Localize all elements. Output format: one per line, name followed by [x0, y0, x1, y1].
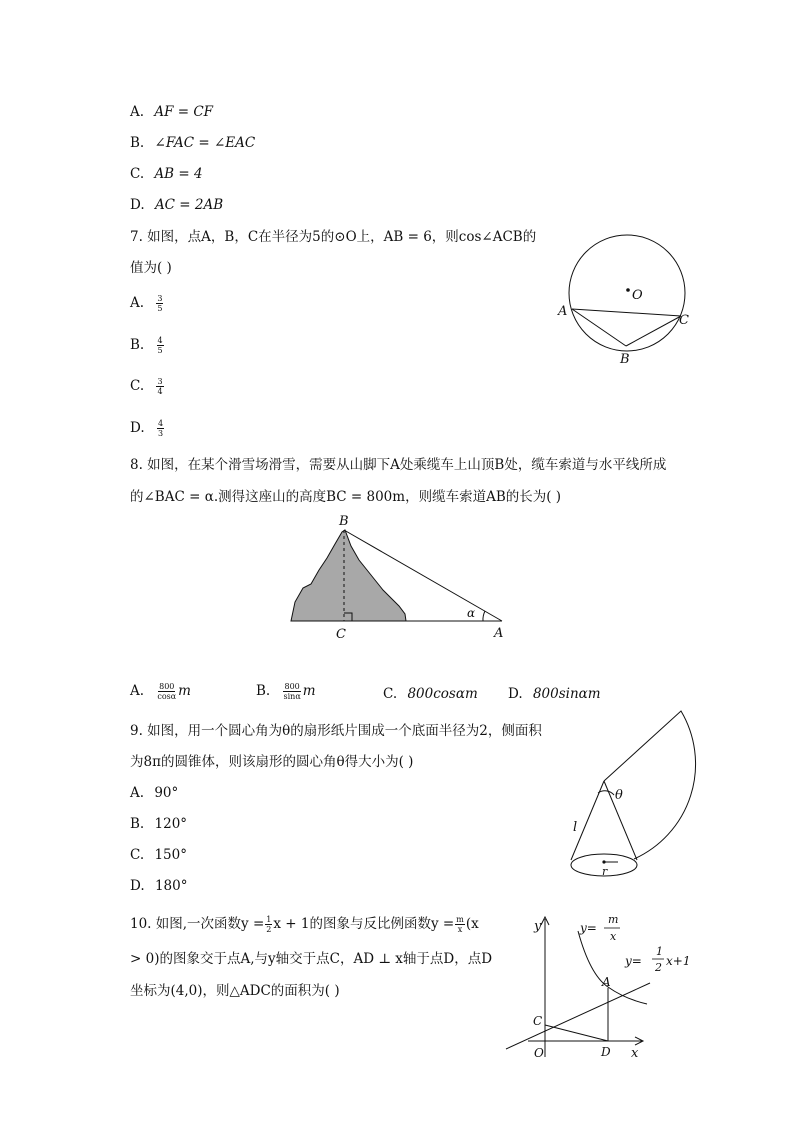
segment-cd — [545, 1025, 608, 1041]
label-r: r — [602, 865, 608, 878]
label-a: A — [558, 304, 568, 319]
curve-label-den: x — [610, 930, 617, 943]
q9-option-b: B. 120° — [130, 816, 188, 832]
label-b: B — [620, 352, 630, 367]
chord-bc — [626, 316, 681, 346]
q7-option-c: C. $\frac{3}{4}$ — [130, 377, 163, 396]
label-c: C — [336, 627, 346, 642]
mountain-shape — [291, 530, 406, 621]
label-c: C — [533, 1014, 543, 1028]
label-y: y — [534, 919, 542, 934]
q10-stem-line3: 坐标为(4,0)，则△ADC的面积为( ) — [130, 983, 340, 999]
label-theta: θ — [615, 788, 623, 803]
q9-stem-line1: 9. 如图，用一个圆心角为θ的扇形纸片围成一个底面半径为2，侧面积 — [130, 723, 542, 739]
chord-ac — [572, 309, 681, 316]
sector-outline — [604, 711, 696, 859]
q10-stem-line2: > 0)的图象交于点A,与y轴交于点C，AD ⊥ x轴于点D，点D — [130, 951, 493, 967]
label-b: B — [339, 514, 349, 529]
q10-stem-line1: 10. 如图,一次函数y = $\frac{1}{2}$ x + 1的图象与反比例函数y = $\frac{m}{x}$ (x — [130, 915, 479, 934]
circle-o — [569, 235, 685, 351]
label-a: A — [602, 975, 611, 989]
q9-option-d: D. 180° — [130, 878, 188, 894]
label-o: O — [534, 1046, 544, 1060]
label-a: A — [494, 626, 504, 641]
q9-stem-line2: 为8π的圆锥体，则该扇形的圆心角θ得大小为( ) — [130, 754, 414, 770]
q8-option-c: C. 800cosαm — [383, 686, 478, 702]
line-label-lhs: y= — [625, 954, 642, 968]
q8-mountain-figure — [285, 510, 515, 645]
q8-option-b: B. $\frac{800}{\sin\alpha}$ m — [256, 682, 316, 701]
q8-option-d: D. 800sinαm — [508, 686, 601, 702]
q7-option-c-fraction: $\frac{3}{4}$ — [157, 377, 163, 396]
q9-sector-cone-figure — [560, 705, 670, 885]
q6-option-c: C. AB = 4 — [130, 166, 203, 182]
curve-label-lhs: y= — [580, 921, 597, 935]
q8-stem-line1: 8. 如图，在某个滑雪场滑雪，需要从山脚下A处乘缆车上山顶B处，缆车索道与水平线所成 — [130, 457, 667, 473]
q7-stem-line2: 值为( ) — [130, 260, 172, 276]
q8-option-a: A. $\frac{800}{\cos\alpha}$ m — [130, 682, 191, 701]
q8-stem-line2: 的∠BAC = α.测得这座山的高度BC = 800m，则缆车索道AB的长为( ) — [130, 489, 562, 505]
q6-option-a: A. AF = CF — [130, 104, 214, 120]
q7-option-d: D. $\frac{4}{3}$ — [130, 419, 164, 438]
line-label-den: 2 — [655, 961, 662, 974]
q10-function-graph-figure — [500, 905, 710, 1065]
curve-label-num: m — [608, 913, 619, 926]
q10-slope-fraction: $\frac{1}{2}$ — [266, 915, 272, 934]
label-c: C — [679, 313, 689, 328]
q7-option-a: A. $\frac{3}{5}$ — [130, 294, 163, 313]
label-d: D — [601, 1045, 611, 1059]
q8-option-b-fraction: $\frac{800}{\sin\alpha}$ — [283, 682, 301, 701]
q8-option-a-fraction: $\frac{800}{\cos\alpha}$ — [157, 682, 177, 701]
label-alpha: α — [467, 606, 476, 620]
label-x: x — [631, 1046, 639, 1061]
q6-option-d: D. AC = 2AB — [130, 197, 224, 213]
angle-alpha-arc — [483, 611, 485, 621]
q7-option-b: B. $\frac{4}{5}$ — [130, 336, 163, 355]
q7-stem-line1: 7. 如图，点A，B，C在半径为5的⊙O上，AB = 6，则cos∠ACB的 — [130, 229, 537, 245]
q7-option-a-fraction: $\frac{3}{5}$ — [157, 294, 163, 313]
q10-inverse-fraction: $\frac{m}{x}$ — [456, 915, 464, 934]
line-label-num: 1 — [656, 945, 663, 958]
label-l: l — [573, 820, 578, 835]
q6-option-b: B. ∠FAC = ∠EAC — [130, 135, 256, 151]
angle-theta-arc — [598, 791, 614, 795]
center-point-o — [626, 288, 630, 292]
line-label-rhs: x+1 — [666, 954, 691, 968]
q7-circle-figure — [550, 225, 700, 370]
q9-option-a: A. 90° — [130, 785, 179, 801]
q9-option-c: C. 150° — [130, 847, 187, 863]
q7-option-b-fraction: $\frac{4}{5}$ — [157, 336, 163, 355]
q7-option-d-fraction: $\frac{4}{3}$ — [157, 419, 164, 438]
label-o: O — [632, 288, 643, 303]
linear-function-line — [506, 983, 650, 1049]
